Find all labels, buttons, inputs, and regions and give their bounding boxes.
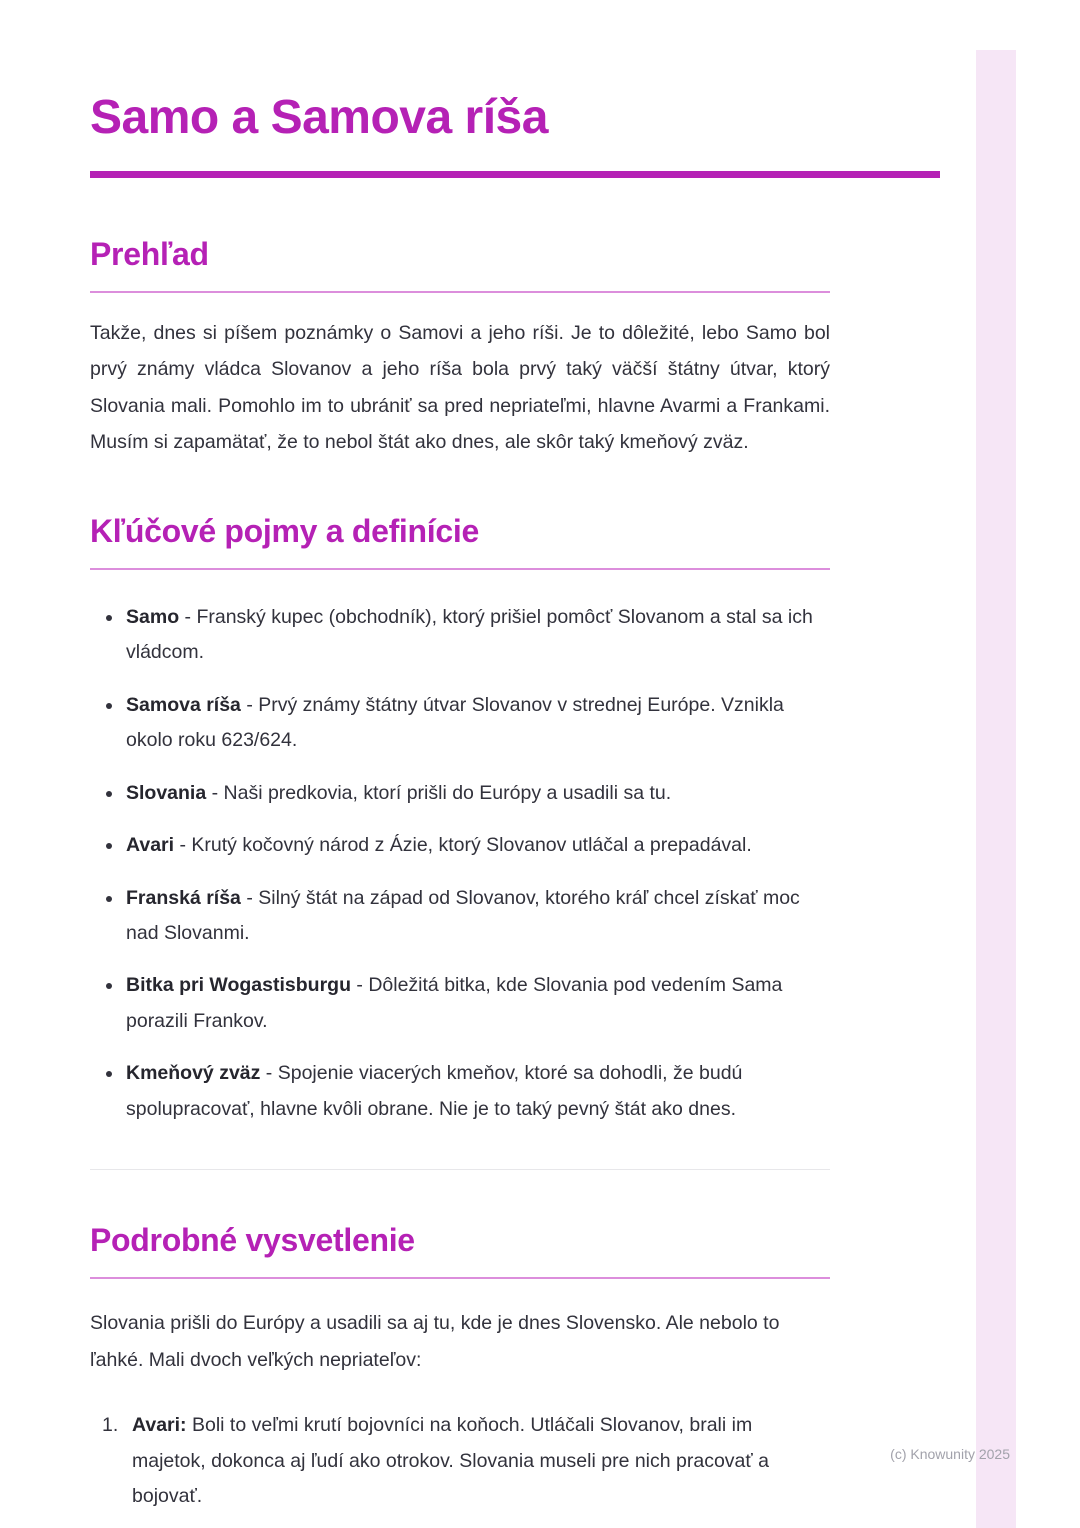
footer-credit: (c) Knowunity 2025: [890, 1446, 1010, 1462]
list-item: [124, 600, 830, 671]
list-item: [124, 881, 830, 952]
list-item: [124, 1056, 830, 1127]
section-heading-pojmy: Kľúčové pojmy a definície: [90, 512, 479, 549]
list-item: [124, 776, 830, 811]
key-terms-list: [90, 600, 830, 1128]
item-number: 1.: [102, 1414, 119, 1437]
term-label: Avari:: [132, 1414, 187, 1437]
section-heading-prehlad: Prehľad: [90, 235, 209, 272]
section-separator: [90, 1169, 830, 1170]
enemies-numbered-list: [90, 1408, 830, 1514]
term-label: Franská ríša: [126, 886, 241, 909]
title-divider: [90, 171, 940, 178]
side-stripe: [976, 50, 1016, 1528]
term-definition: - Franský kupec (obchodník), ktorý prišiel pomôcť Slovanom a stal sa ich vládcom.: [126, 605, 813, 664]
page-title: Samo a Samova ríša: [90, 91, 548, 144]
term-definition: - Prvý známy štátny útvar Slovanov v strednej Európe. Vznikla okolo roku 623/624.: [126, 693, 784, 752]
section-divider: [90, 1277, 830, 1279]
list-item: [124, 688, 830, 759]
item-text: [132, 1408, 830, 1514]
term-label: Samo: [126, 605, 180, 628]
term-label: Kmeňový zväz: [126, 1062, 261, 1085]
document-content: [90, 92, 940, 1515]
section-divider: [90, 291, 830, 293]
list-item: [124, 828, 830, 863]
section-pojmy: [90, 513, 940, 1128]
term-label: Avari: [126, 834, 175, 857]
section-heading-vysvetlenie: Podrobné vysvetlenie: [90, 1222, 415, 1259]
term-definition: - Dôležitá bitka, kde Slovania pod vedením Sama porazili Frankov.: [126, 974, 783, 1032]
term-definition: - Spojenie viacerých kmeňov, ktoré sa dohodli, že budú spolupracovať, hlavne kvôli obrane. Nie je to taký pevný štát ako dnes.: [126, 1062, 743, 1120]
section-prehlad: [90, 236, 940, 461]
term-label: Samova ríša: [126, 693, 241, 716]
term-definition: - Silný štát na západ od Slovanov, ktorého kráľ chcel získať moc nad Slovanmi.: [126, 886, 800, 944]
term-label: Slovania: [126, 781, 207, 804]
section-vysvetlenie: [90, 1222, 940, 1514]
term-definition: Boli to veľmi krutí bojovníci na koňoch. Utláčali Slovanov, brali im majetok, dokonca aj ľudí ako otrokov. Slovania museli pre nich pracovať a bojovať.: [132, 1414, 769, 1508]
term-definition: - Naši predkovia, ktorí prišli do Európy a usadili sa tu.: [206, 781, 672, 804]
list-item: [124, 968, 830, 1039]
document-header: [90, 92, 940, 178]
term-definition: - Krutý kočovný národ z Ázie, ktorý Slovanov utláčal a prepadával.: [174, 834, 752, 857]
numbered-item: [90, 1408, 830, 1514]
vysvetlenie-paragraph: Slovania prišli do Európy a usadili sa aj tu, kde je dnes Slovensko. Ale nebolo to ľahké. Mali dvoch veľkých nepriateľov:: [90, 1312, 780, 1371]
term-label: Bitka pri Wogastisburgu: [126, 974, 351, 997]
section-divider: [90, 568, 830, 570]
prehlad-paragraph: Takže, dnes si píšem poznámky o Samovi a jeho ríši. Je to dôležité, lebo Samo bol prvý známy vládca Slovanov a jeho ríša bola prvý taký väčší štátny útvar, ktorý Slovania mali. Pomohlo im to ubrániť sa pred nepriateľmi, hlavne Avarmi a Frankami. Musím si zapamätať, že to nebol štát ako dnes, ale skôr taký kmeňový zväz.: [90, 321, 830, 454]
